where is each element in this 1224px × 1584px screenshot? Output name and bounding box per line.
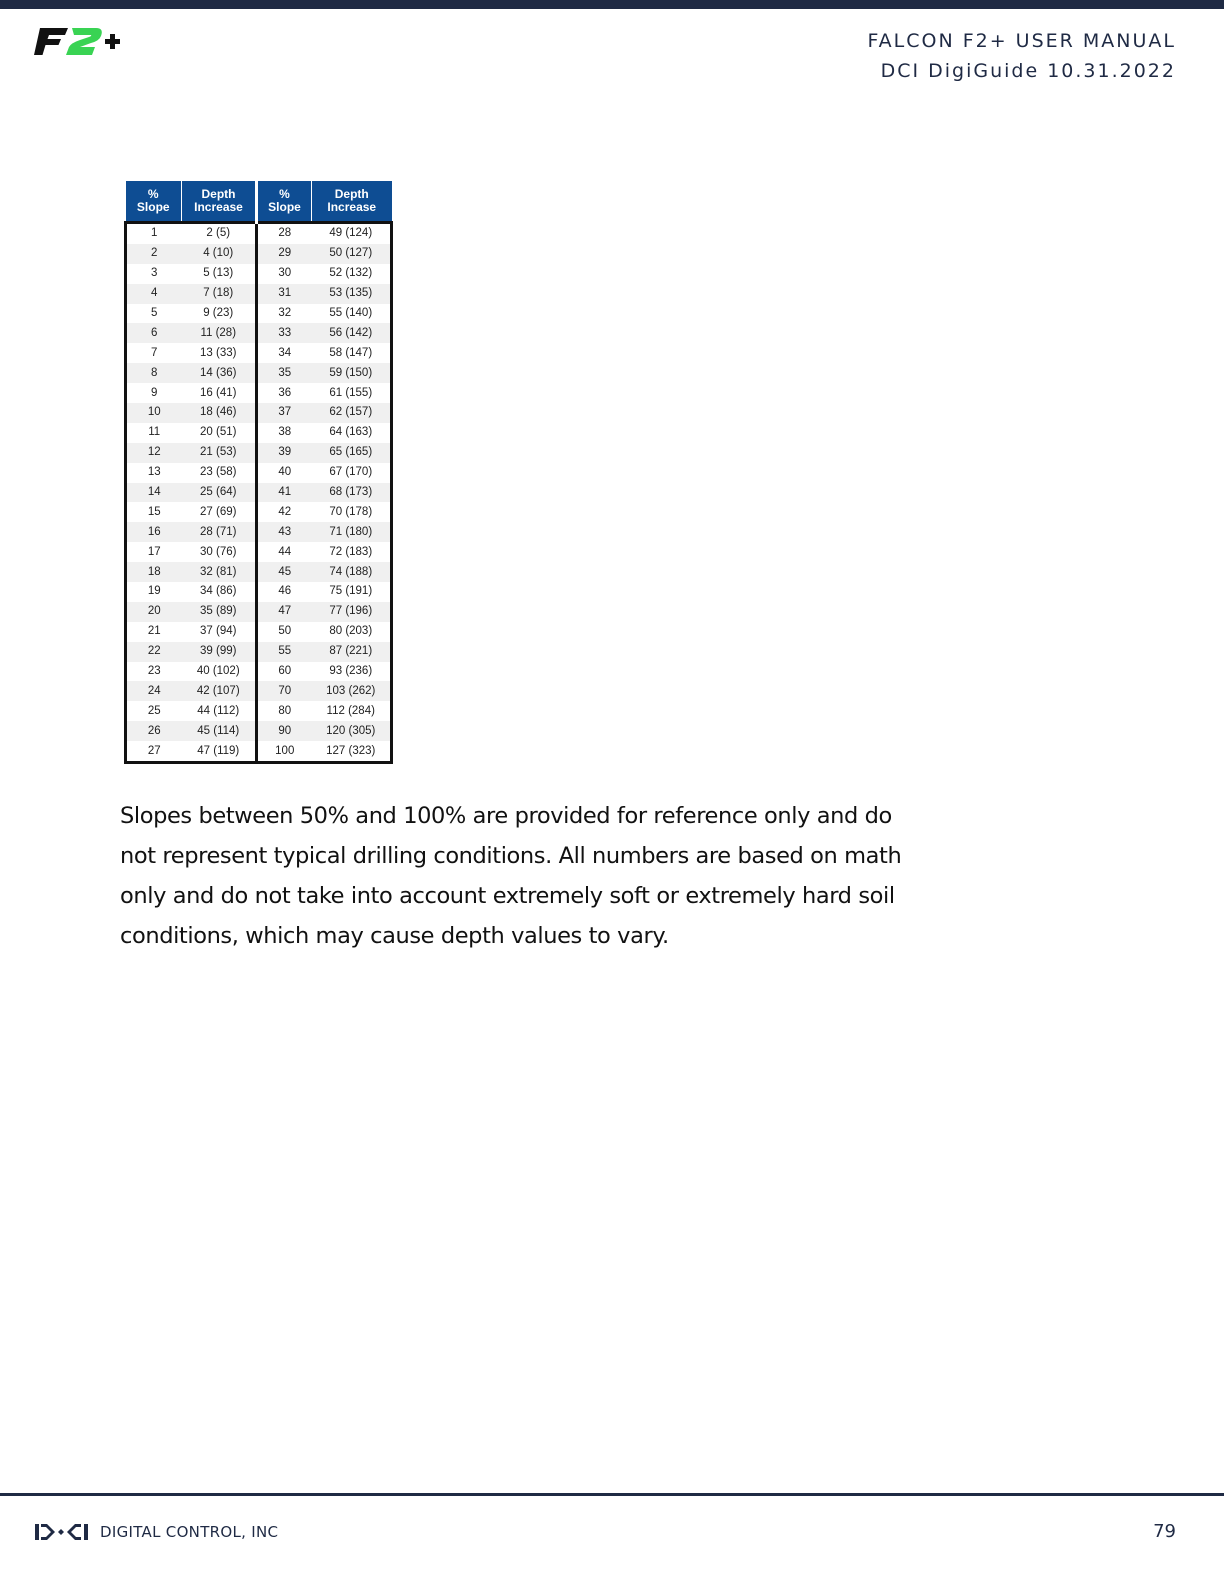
slope-cell: 8 xyxy=(126,363,182,383)
depth-cell: 20 (51) xyxy=(182,423,257,443)
depth-cell: 5 (13) xyxy=(182,264,257,284)
slope-cell: 43 xyxy=(257,522,312,542)
depth-cell: 14 (36) xyxy=(182,363,257,383)
depth-cell: 52 (132) xyxy=(312,264,392,284)
slope-cell: 37 xyxy=(257,403,312,423)
slope-cell: 70 xyxy=(257,681,312,701)
depth-cell: 18 (46) xyxy=(182,403,257,423)
slope-cell: 20 xyxy=(126,602,182,622)
slope-cell: 27 xyxy=(126,741,182,762)
slope-cell: 15 xyxy=(126,502,182,522)
depth-cell: 4 (10) xyxy=(182,244,257,264)
table-row xyxy=(126,662,392,682)
slope-cell: 5 xyxy=(126,304,182,324)
table-row xyxy=(126,264,392,284)
table-row xyxy=(126,323,392,343)
depth-cell: 21 (53) xyxy=(182,443,257,463)
slope-cell: 31 xyxy=(257,284,312,304)
table-row xyxy=(126,483,392,503)
slope-cell: 100 xyxy=(257,741,312,762)
depth-cell: 64 (163) xyxy=(312,423,392,443)
depth-cell: 16 (41) xyxy=(182,383,257,403)
f2-plus-logo xyxy=(34,24,126,60)
table-row xyxy=(126,721,392,741)
top-bar xyxy=(0,0,1224,9)
depth-cell: 74 (188) xyxy=(312,562,392,582)
col-header-slope-2: % Slope xyxy=(257,181,312,223)
depth-cell: 87 (221) xyxy=(312,642,392,662)
depth-cell: 45 (114) xyxy=(182,721,257,741)
depth-cell: 61 (155) xyxy=(312,383,392,403)
slope-cell: 40 xyxy=(257,463,312,483)
depth-cell: 127 (323) xyxy=(312,741,392,762)
depth-cell: 49 (124) xyxy=(312,223,392,244)
depth-cell: 37 (94) xyxy=(182,622,257,642)
slope-cell: 35 xyxy=(257,363,312,383)
table-row xyxy=(126,223,392,244)
table-row xyxy=(126,642,392,662)
depth-cell: 27 (69) xyxy=(182,502,257,522)
depth-cell: 58 (147) xyxy=(312,343,392,363)
depth-cell: 75 (191) xyxy=(312,582,392,602)
footer-company: DIGITAL CONTROL, INC xyxy=(100,1523,279,1541)
table-row xyxy=(126,463,392,483)
slope-cell: 45 xyxy=(257,562,312,582)
depth-cell: 93 (236) xyxy=(312,662,392,682)
depth-cell: 13 (33) xyxy=(182,343,257,363)
table-row xyxy=(126,284,392,304)
col-header-slope-1: % Slope xyxy=(126,181,182,223)
depth-cell: 39 (99) xyxy=(182,642,257,662)
depth-cell: 35 (89) xyxy=(182,602,257,622)
depth-cell: 67 (170) xyxy=(312,463,392,483)
slope-cell: 33 xyxy=(257,323,312,343)
slope-cell: 41 xyxy=(257,483,312,503)
slope-cell: 38 xyxy=(257,423,312,443)
slope-cell: 28 xyxy=(257,223,312,244)
depth-cell: 11 (28) xyxy=(182,323,257,343)
slope-cell: 22 xyxy=(126,642,182,662)
slope-cell: 42 xyxy=(257,502,312,522)
slope-cell: 16 xyxy=(126,522,182,542)
slope-cell: 46 xyxy=(257,582,312,602)
depth-cell: 59 (150) xyxy=(312,363,392,383)
slope-depth-table xyxy=(124,181,390,764)
depth-cell: 23 (58) xyxy=(182,463,257,483)
footer-divider xyxy=(0,1493,1224,1496)
slope-cell: 50 xyxy=(257,622,312,642)
table-row xyxy=(126,681,392,701)
col-header-depth-2: Depth Increase xyxy=(312,181,392,223)
slope-cell: 21 xyxy=(126,622,182,642)
table-row xyxy=(126,701,392,721)
manual-title: FALCON F2+ USER MANUAL xyxy=(867,30,1176,52)
explanation-paragraph: Slopes between 50% and 100% are provided for reference only and do not represent typical drilling conditions. All numbers are based on math only and do not take into account extremely soft or extremely hard soil conditions, which may cause depth values to vary. xyxy=(120,803,902,949)
depth-cell: 42 (107) xyxy=(182,681,257,701)
depth-cell: 70 (178) xyxy=(312,502,392,522)
slope-cell: 25 xyxy=(126,701,182,721)
slope-cell: 17 xyxy=(126,542,182,562)
slope-cell: 7 xyxy=(126,343,182,363)
depth-cell: 56 (142) xyxy=(312,323,392,343)
depth-cell: 77 (196) xyxy=(312,602,392,622)
slope-cell: 55 xyxy=(257,642,312,662)
table-row xyxy=(126,622,392,642)
depth-cell: 71 (180) xyxy=(312,522,392,542)
slope-cell: 19 xyxy=(126,582,182,602)
slope-cell: 2 xyxy=(126,244,182,264)
depth-cell: 62 (157) xyxy=(312,403,392,423)
page-number: 79 xyxy=(1153,1521,1176,1542)
dci-logo-icon xyxy=(34,1522,90,1542)
depth-cell: 28 (71) xyxy=(182,522,257,542)
table-row xyxy=(126,582,392,602)
slope-cell: 4 xyxy=(126,284,182,304)
slope-cell: 23 xyxy=(126,662,182,682)
slope-cell: 44 xyxy=(257,542,312,562)
depth-cell: 55 (140) xyxy=(312,304,392,324)
table-row xyxy=(126,403,392,423)
slope-cell: 14 xyxy=(126,483,182,503)
depth-cell: 32 (81) xyxy=(182,562,257,582)
slope-cell: 30 xyxy=(257,264,312,284)
slope-cell: 60 xyxy=(257,662,312,682)
table-row xyxy=(126,363,392,383)
table-row xyxy=(126,343,392,363)
slope-cell: 80 xyxy=(257,701,312,721)
slope-cell: 18 xyxy=(126,562,182,582)
depth-cell: 25 (64) xyxy=(182,483,257,503)
slope-cell: 34 xyxy=(257,343,312,363)
slope-cell: 24 xyxy=(126,681,182,701)
slope-cell: 6 xyxy=(126,323,182,343)
table-row xyxy=(126,542,392,562)
slope-cell: 10 xyxy=(126,403,182,423)
depth-cell: 112 (284) xyxy=(312,701,392,721)
depth-cell: 103 (262) xyxy=(312,681,392,701)
table-row xyxy=(126,423,392,443)
depth-cell: 2 (5) xyxy=(182,223,257,244)
depth-cell: 120 (305) xyxy=(312,721,392,741)
depth-cell: 7 (18) xyxy=(182,284,257,304)
slope-cell: 39 xyxy=(257,443,312,463)
depth-cell: 34 (86) xyxy=(182,582,257,602)
slope-cell: 3 xyxy=(126,264,182,284)
slope-cell: 32 xyxy=(257,304,312,324)
table-row xyxy=(126,304,392,324)
depth-cell: 30 (76) xyxy=(182,542,257,562)
slope-cell: 36 xyxy=(257,383,312,403)
table-row xyxy=(126,602,392,622)
depth-cell: 44 (112) xyxy=(182,701,257,721)
guide-version: DCI DigiGuide 10.31.2022 xyxy=(880,60,1176,82)
depth-cell: 47 (119) xyxy=(182,741,257,762)
depth-cell: 9 (23) xyxy=(182,304,257,324)
depth-cell: 68 (173) xyxy=(312,483,392,503)
slope-cell: 9 xyxy=(126,383,182,403)
table-row xyxy=(126,383,392,403)
table-body xyxy=(126,223,392,763)
depth-cell: 72 (183) xyxy=(312,542,392,562)
slope-cell: 26 xyxy=(126,721,182,741)
slope-cell: 1 xyxy=(126,223,182,244)
slope-cell: 29 xyxy=(257,244,312,264)
depth-cell: 65 (165) xyxy=(312,443,392,463)
table-row xyxy=(126,244,392,264)
table-row xyxy=(126,562,392,582)
depth-cell: 40 (102) xyxy=(182,662,257,682)
slope-cell: 47 xyxy=(257,602,312,622)
table-row xyxy=(126,522,392,542)
depth-cell: 50 (127) xyxy=(312,244,392,264)
col-header-depth-1: Depth Increase xyxy=(182,181,257,223)
slope-cell: 13 xyxy=(126,463,182,483)
slope-cell: 11 xyxy=(126,423,182,443)
table-row xyxy=(126,741,392,762)
slope-cell: 90 xyxy=(257,721,312,741)
depth-cell: 80 (203) xyxy=(312,622,392,642)
table-row xyxy=(126,502,392,522)
table-row xyxy=(126,443,392,463)
slope-cell: 12 xyxy=(126,443,182,463)
header-text xyxy=(867,26,1176,86)
depth-cell: 53 (135) xyxy=(312,284,392,304)
